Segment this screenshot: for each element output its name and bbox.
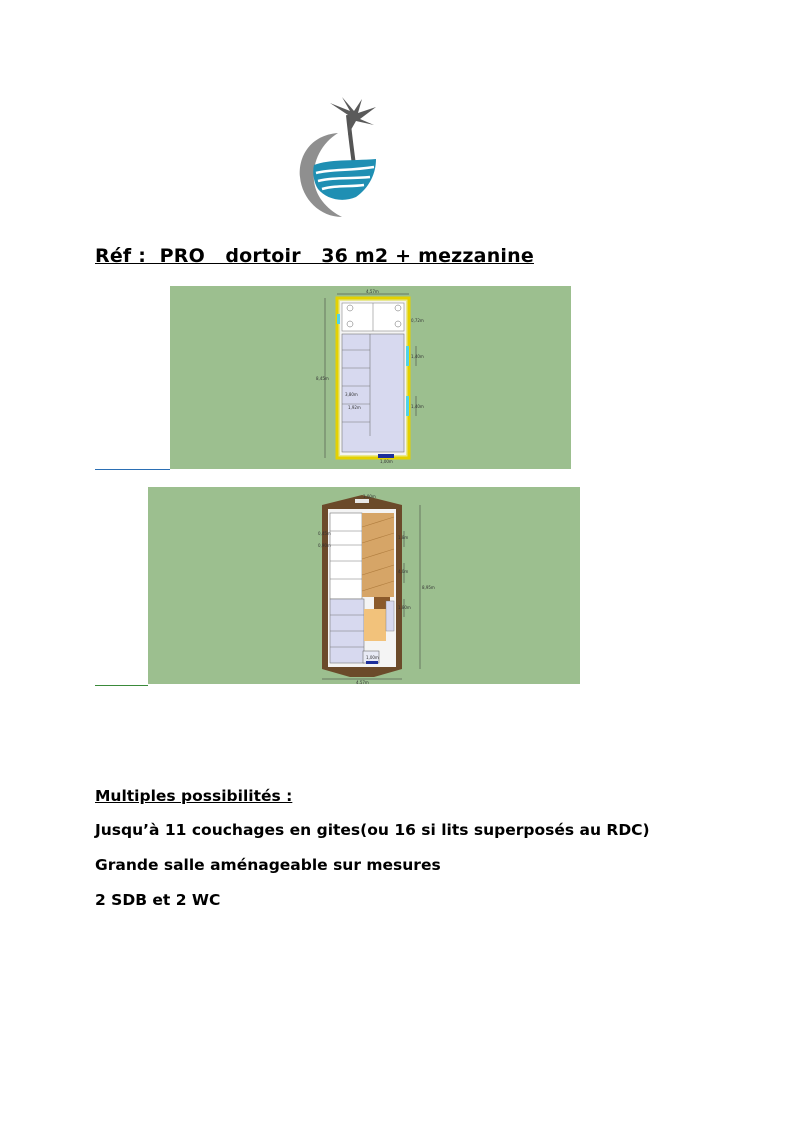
dim-left-a: 0,45m: [318, 531, 331, 536]
dim-side-mid: 1,40m: [411, 354, 424, 359]
page-title: Réf : PRO dortoir 36 m2 + mezzanine: [95, 245, 534, 267]
dim-length: 8,95m: [422, 585, 435, 590]
dim-right-a: 1,8m: [398, 535, 409, 540]
feature-line: Jusqu’à 11 couchages en gites(ou 16 si lits superposés au RDC): [95, 821, 650, 839]
floor-plan-ground-drawing: [170, 286, 571, 469]
dim-right-c: 1,80m: [398, 605, 411, 610]
palm-wave-logo-icon: [290, 95, 390, 220]
dim-left-b: 0,90m: [318, 543, 331, 548]
section-heading: Multiples possibilités :: [95, 787, 293, 805]
floor-plan-mezzanine: [148, 487, 580, 684]
floor-plan-ground: [170, 286, 571, 469]
dim-side-low: 1,40m: [411, 404, 424, 409]
company-logo: [290, 95, 390, 220]
dim-length: 8,45m: [316, 376, 329, 381]
dim-inner-a: 3,80m: [345, 392, 358, 397]
dim-right-b: 4,0m: [398, 569, 409, 574]
dim-bottom: 4,57m: [356, 680, 369, 684]
plan-link-underline: [95, 469, 170, 470]
dim-inner-b: 1,92m: [348, 405, 361, 410]
dim-side-top: 0,72m: [411, 318, 424, 323]
dim-top: 1,00m: [363, 494, 376, 499]
dim-door: 1,00m: [380, 459, 393, 464]
plan-link-underline: [95, 685, 148, 686]
dim-width-top: 4,57m: [366, 289, 379, 294]
dim-door: 1,00m: [366, 655, 379, 660]
feature-line: Grande salle aménageable sur mesures: [95, 856, 441, 874]
feature-line: 2 SDB et 2 WC: [95, 891, 221, 909]
floor-plan-mezzanine-drawing: [148, 487, 580, 684]
